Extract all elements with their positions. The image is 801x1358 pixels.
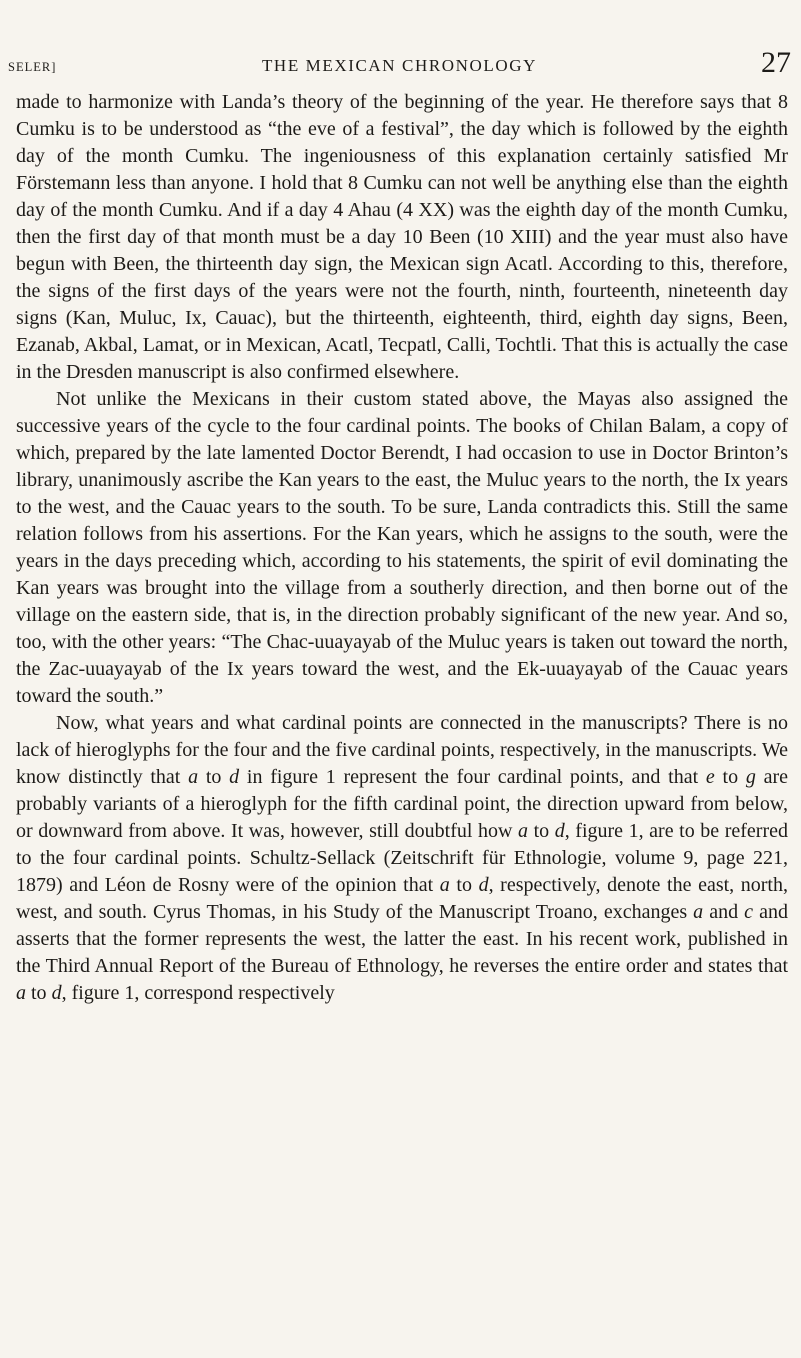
text-run: to	[198, 766, 230, 788]
figure-letter-ref: c	[744, 901, 754, 923]
figure-letter-ref: d	[51, 982, 62, 1004]
figure-letter-ref: a	[693, 901, 704, 923]
figure-letter-ref: a	[16, 982, 26, 1004]
text-run: are probably variants of a hieroglyph for the fifth cardinal point, the direction upward from below, or downward from above. It was, however, still doubtful how	[16, 766, 788, 842]
figure-letter-ref: a	[518, 820, 529, 842]
figure-letter-ref: d	[478, 874, 489, 896]
figure-letter-ref: e	[705, 766, 715, 788]
text-run: to	[449, 874, 479, 896]
text-run: to	[714, 766, 746, 788]
text-run: , respectively, denote the east, north, west, and south. Cyrus Thomas, in his Study of the Manuscript Troano, exchanges	[16, 874, 788, 923]
figure-letter-ref: a	[439, 874, 450, 896]
figure-letter-ref: g	[745, 766, 756, 788]
text-run: made to harmonize with Landa’s theory of the beginning of the year. He therefore says that 8 Cumku is to be understood as “the eve of a festival”, the day which is followed by the eighth day of the month Cumku. The ingeniousness of this explanation certainly satisfied Mr Förstemann less than anyone. I hold that 8 Cumku can not well be anything else than the eighth day of the month Cumku. And if a day 4 Ahau (4 XX) was the eighth day of the month Cumku, then the first day of that month must be a day 10 Been (10 XIII) and the year must also have begun with Been, the thirteenth day sign, the Mexican sign Acatl. According to this, therefore, the signs of the first days of the years were not the fourth, ninth, fourteenth, nineteenth day signs (Kan, Muluc, Ix, Cauac), but the thirteenth, eighteenth, third, eighth day signs, Been, Ezanab, Akbal, Lamat, or in Mexican, Acatl, Tecpatl, Calli, Tochtli. That this is actually the case in the Dresden manuscript is also confirmed elsewhere.	[16, 91, 788, 383]
paragraph-1	[16, 89, 788, 386]
figure-letter-ref: a	[188, 766, 199, 788]
running-header	[8, 46, 791, 80]
header-title: THE MEXICAN CHRONOLOGY	[261, 56, 538, 75]
figure-letter-ref: d	[554, 820, 565, 842]
body-text	[16, 89, 788, 1007]
text-run: , figure 1, are to be referred to the four cardinal points. Schultz-Sellack (Zeitschrift für Ethnologie, volume 9, page 221, 1879) and Léon de Rosny were of the opinion that	[16, 820, 789, 896]
paragraph-2	[16, 386, 788, 710]
figure-letter-ref: d	[229, 766, 240, 788]
text-run: Not unlike the Mexicans in their custom stated above, the Mayas also assigned the successive years of the cycle to the four cardinal points. The books of Chilan Balam, a copy of which, prepared by the late lamented Doctor Berendt, I had occasion to use in Doctor Brinton’s library, unanimously ascribe the Kan years to the east, the Muluc years to the north, the Ix years to the west, and the Cauac years to the south. To be sure, Landa contradicts this. Still the same relation follows from his assertions. For the Kan years, which he assigns to the south, were the years in the days preceding which, according to his statements, the spirit of evil dominating the Kan years was brought into the village from a southerly direction, and then borne out of the village on the eastern side, that is, in the direction probably significant of the new year. And so, too, with the other years: “The Chac-uuayayab of the Muluc years is taken out toward the north, the Zac-uuayayab of the Ix years toward the west, and the Ek-uuayayab of the Cauac years toward the south.”	[16, 388, 788, 707]
text-run: Now, what years and what cardinal points are connected in the manuscripts? There is no lack of hieroglyphs for the four and the five cardinal points, respectively, in the manuscripts. We know distinctly that	[16, 712, 788, 788]
page-number: 27	[761, 46, 791, 79]
text-run: and	[703, 901, 745, 923]
text-run: to	[26, 982, 52, 1004]
text-run: to	[528, 820, 555, 842]
text-run: and asserts that the former represents the west, the latter the east. In his recent work, published in the Third Annual Report of the Bureau of Ethnology, he reverses the entire order and states that	[16, 901, 788, 977]
text-run: in figure 1 represent the four cardinal points, and that	[239, 766, 706, 788]
text-run: , figure 1, correspond respectively	[61, 982, 335, 1004]
paragraph-3	[16, 710, 788, 1007]
header-author: SELER]	[8, 60, 57, 74]
